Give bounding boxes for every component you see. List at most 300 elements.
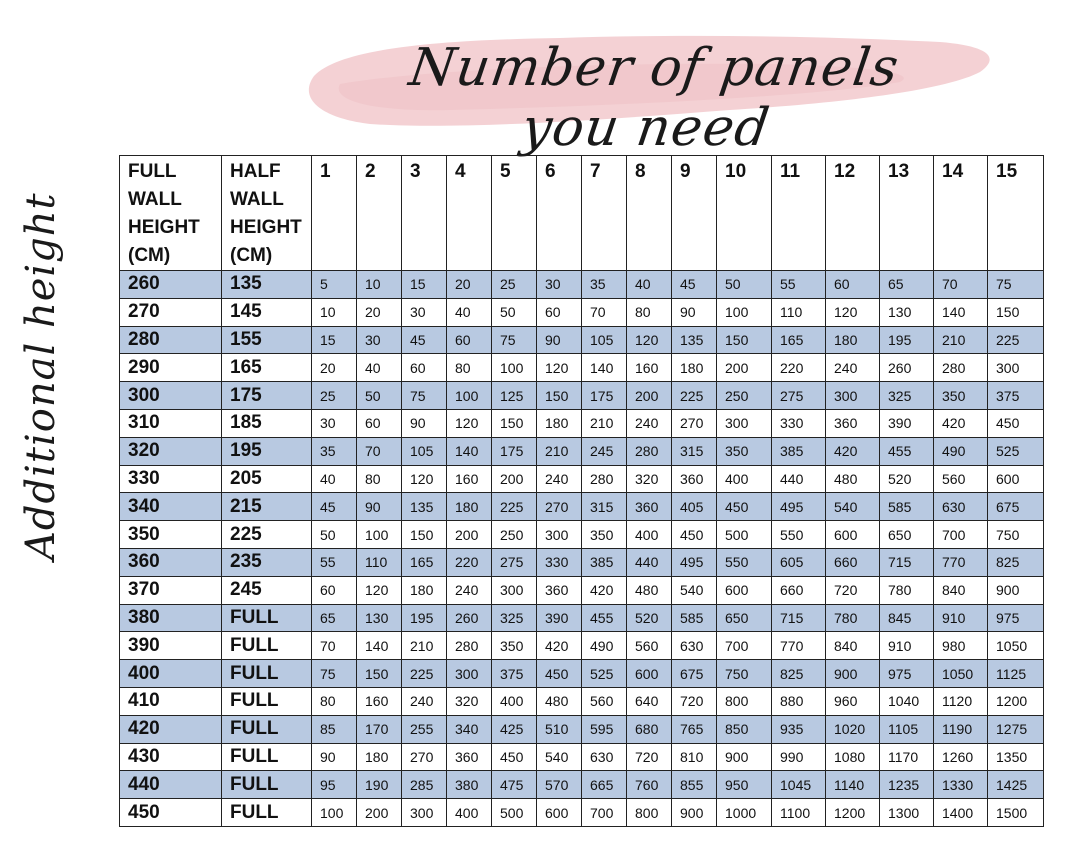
table-row	[120, 576, 1044, 604]
additional-height-cell: 250	[717, 382, 772, 410]
additional-height-cell: 585	[880, 493, 934, 521]
additional-height-cell: 35	[312, 437, 357, 465]
additional-height-cell: 1170	[880, 743, 934, 771]
full-wall-height-cell: 410	[120, 687, 222, 715]
additional-height-cell: 600	[988, 465, 1044, 493]
additional-height-cell: 280	[934, 354, 988, 382]
additional-height-cell: 550	[772, 521, 826, 549]
additional-height-cell: 570	[537, 771, 582, 799]
additional-height-cell: 1350	[988, 743, 1044, 771]
additional-height-cell: 285	[402, 771, 447, 799]
header-panels-11: 11	[772, 156, 826, 271]
additional-height-cell: 255	[402, 715, 447, 743]
additional-height-cell: 10	[312, 298, 357, 326]
table-row	[120, 715, 1044, 743]
additional-height-cell: 560	[934, 465, 988, 493]
additional-height-cell: 520	[880, 465, 934, 493]
additional-height-cell: 90	[312, 743, 357, 771]
additional-height-cell: 595	[582, 715, 627, 743]
additional-height-cell: 175	[582, 382, 627, 410]
additional-height-cell: 25	[492, 271, 537, 299]
additional-height-cell: 180	[447, 493, 492, 521]
header-panels-15: 15	[988, 156, 1044, 271]
additional-height-cell: 30	[312, 409, 357, 437]
additional-height-cell: 480	[826, 465, 880, 493]
additional-height-cell: 40	[627, 271, 672, 299]
additional-height-cell: 325	[880, 382, 934, 410]
full-wall-height-cell: 380	[120, 604, 222, 632]
additional-height-cell: 480	[537, 687, 582, 715]
additional-height-cell: 80	[627, 298, 672, 326]
additional-height-cell: 15	[402, 271, 447, 299]
additional-height-cell: 420	[826, 437, 880, 465]
additional-height-cell: 510	[537, 715, 582, 743]
additional-height-cell: 130	[357, 604, 402, 632]
table-row	[120, 743, 1044, 771]
additional-height-cell: 105	[402, 437, 447, 465]
additional-height-cell: 420	[934, 409, 988, 437]
additional-height-cell: 450	[988, 409, 1044, 437]
additional-height-cell: 900	[717, 743, 772, 771]
additional-height-cell: 180	[357, 743, 402, 771]
additional-height-cell: 45	[312, 493, 357, 521]
additional-height-cell: 100	[717, 298, 772, 326]
header-panels-9: 9	[672, 156, 717, 271]
additional-height-cell: 150	[537, 382, 582, 410]
table-row	[120, 632, 1044, 660]
additional-height-cell: 1425	[988, 771, 1044, 799]
additional-height-cell: 100	[492, 354, 537, 382]
additional-height-cell: 600	[537, 799, 582, 827]
additional-height-cell: 360	[537, 576, 582, 604]
additional-height-cell: 280	[582, 465, 627, 493]
additional-height-cell: 70	[357, 437, 402, 465]
additional-height-cell: 150	[988, 298, 1044, 326]
additional-height-cell: 1100	[772, 799, 826, 827]
header-panels-8: 8	[627, 156, 672, 271]
additional-height-cell: 60	[357, 409, 402, 437]
additional-height-cell: 500	[717, 521, 772, 549]
additional-height-cell: 140	[447, 437, 492, 465]
additional-height-cell: 125	[492, 382, 537, 410]
additional-height-cell: 75	[402, 382, 447, 410]
additional-height-cell: 800	[717, 687, 772, 715]
additional-height-cell: 490	[582, 632, 627, 660]
additional-height-cell: 560	[582, 687, 627, 715]
additional-height-cell: 525	[988, 437, 1044, 465]
additional-height-cell: 405	[672, 493, 717, 521]
additional-height-cell: 675	[988, 493, 1044, 521]
header-half-wall-height: HALF WALL HEIGHT (CM)	[222, 156, 312, 271]
additional-height-cell: 180	[826, 326, 880, 354]
header-panels-13: 13	[880, 156, 934, 271]
additional-height-cell: 75	[312, 660, 357, 688]
additional-height-cell: 525	[582, 660, 627, 688]
additional-height-cell: 975	[988, 604, 1044, 632]
additional-height-cell: 1300	[880, 799, 934, 827]
additional-height-cell: 720	[672, 687, 717, 715]
header-panels-12: 12	[826, 156, 880, 271]
additional-height-cell: 160	[357, 687, 402, 715]
additional-height-cell: 210	[582, 409, 627, 437]
additional-height-cell: 700	[582, 799, 627, 827]
additional-height-cell: 600	[627, 660, 672, 688]
additional-height-cell: 105	[582, 326, 627, 354]
additional-height-cell: 30	[537, 271, 582, 299]
additional-height-cell: 50	[312, 521, 357, 549]
additional-height-cell: 750	[717, 660, 772, 688]
additional-height-cell: 165	[402, 548, 447, 576]
additional-height-cell: 630	[672, 632, 717, 660]
additional-height-cell: 70	[312, 632, 357, 660]
additional-height-cell: 550	[717, 548, 772, 576]
additional-height-cell: 1040	[880, 687, 934, 715]
additional-height-cell: 780	[880, 576, 934, 604]
additional-height-cell: 350	[717, 437, 772, 465]
additional-height-cell: 120	[627, 326, 672, 354]
table-row	[120, 604, 1044, 632]
additional-height-cell: 340	[447, 715, 492, 743]
panel-table-container	[119, 155, 1044, 827]
additional-height-cell: 540	[537, 743, 582, 771]
additional-height-cell: 850	[717, 715, 772, 743]
additional-height-cell: 15	[312, 326, 357, 354]
additional-height-cell: 120	[447, 409, 492, 437]
additional-height-cell: 1400	[934, 799, 988, 827]
additional-height-cell: 225	[672, 382, 717, 410]
additional-height-cell: 20	[357, 298, 402, 326]
additional-height-cell: 200	[357, 799, 402, 827]
additional-height-cell: 900	[826, 660, 880, 688]
additional-height-cell: 1140	[826, 771, 880, 799]
additional-height-cell: 350	[582, 521, 627, 549]
additional-height-cell: 390	[880, 409, 934, 437]
additional-height-cell: 1200	[826, 799, 880, 827]
additional-height-cell: 1200	[988, 687, 1044, 715]
additional-height-cell: 150	[402, 521, 447, 549]
additional-height-cell: 90	[672, 298, 717, 326]
additional-height-cell: 300	[826, 382, 880, 410]
additional-height-cell: 40	[357, 354, 402, 382]
page-title: Number of panels you need	[405, 38, 903, 158]
additional-height-cell: 1330	[934, 771, 988, 799]
additional-height-cell: 85	[312, 715, 357, 743]
additional-height-cell: 400	[492, 687, 537, 715]
additional-height-cell: 250	[492, 521, 537, 549]
table-row	[120, 271, 1044, 299]
additional-height-cell: 120	[357, 576, 402, 604]
additional-height-cell: 950	[717, 771, 772, 799]
additional-height-cell: 475	[492, 771, 537, 799]
additional-height-cell: 900	[988, 576, 1044, 604]
additional-height-cell: 360	[447, 743, 492, 771]
table-row	[120, 548, 1044, 576]
additional-height-cell: 450	[672, 521, 717, 549]
additional-height-cell: 420	[582, 576, 627, 604]
additional-height-cell: 720	[826, 576, 880, 604]
table-row	[120, 382, 1044, 410]
additional-height-cell: 195	[402, 604, 447, 632]
additional-height-cell: 330	[537, 548, 582, 576]
additional-height-cell: 165	[772, 326, 826, 354]
additional-height-cell: 700	[934, 521, 988, 549]
header-panels-4: 4	[447, 156, 492, 271]
additional-height-cell: 630	[582, 743, 627, 771]
additional-height-cell: 1275	[988, 715, 1044, 743]
full-wall-height-cell: 370	[120, 576, 222, 604]
half-wall-height-cell: FULL	[222, 632, 312, 660]
additional-height-cell: 80	[447, 354, 492, 382]
additional-height-cell: 60	[826, 271, 880, 299]
additional-height-cell: 50	[492, 298, 537, 326]
additional-height-cell: 300	[447, 660, 492, 688]
additional-height-cell: 800	[627, 799, 672, 827]
additional-height-cell: 440	[627, 548, 672, 576]
additional-height-cell: 240	[537, 465, 582, 493]
additional-height-cell: 750	[988, 521, 1044, 549]
additional-height-cell: 1000	[717, 799, 772, 827]
additional-height-cell: 35	[582, 271, 627, 299]
additional-height-cell: 640	[627, 687, 672, 715]
table-row	[120, 409, 1044, 437]
additional-height-cell: 140	[582, 354, 627, 382]
additional-height-cell: 495	[772, 493, 826, 521]
additional-height-cell: 75	[988, 271, 1044, 299]
header-panels-1: 1	[312, 156, 357, 271]
additional-height-cell: 135	[402, 493, 447, 521]
additional-height-cell: 200	[627, 382, 672, 410]
additional-height-cell: 200	[447, 521, 492, 549]
full-wall-height-cell: 260	[120, 271, 222, 299]
additional-height-cell: 845	[880, 604, 934, 632]
half-wall-height-cell: 145	[222, 298, 312, 326]
table-row	[120, 298, 1044, 326]
additional-height-cell: 75	[492, 326, 537, 354]
additional-height-cell: 450	[717, 493, 772, 521]
half-wall-height-cell: FULL	[222, 715, 312, 743]
header-panels-10: 10	[717, 156, 772, 271]
full-wall-height-cell: 430	[120, 743, 222, 771]
additional-height-cell: 45	[672, 271, 717, 299]
additional-height-cell: 330	[772, 409, 826, 437]
additional-height-cell: 210	[402, 632, 447, 660]
additional-height-cell: 50	[717, 271, 772, 299]
additional-height-cell: 975	[880, 660, 934, 688]
additional-height-cell: 1050	[988, 632, 1044, 660]
additional-height-cell: 300	[537, 521, 582, 549]
additional-height-cell: 630	[934, 493, 988, 521]
additional-height-cell: 450	[537, 660, 582, 688]
full-wall-height-cell: 330	[120, 465, 222, 493]
additional-height-cell: 270	[402, 743, 447, 771]
additional-height-cell: 180	[672, 354, 717, 382]
additional-height-cell: 935	[772, 715, 826, 743]
additional-height-cell: 320	[447, 687, 492, 715]
additional-height-cell: 30	[357, 326, 402, 354]
additional-height-cell: 80	[357, 465, 402, 493]
full-wall-height-cell: 290	[120, 354, 222, 382]
additional-height-cell: 1125	[988, 660, 1044, 688]
additional-height-cell: 770	[934, 548, 988, 576]
additional-height-cell: 540	[672, 576, 717, 604]
header-panels-14: 14	[934, 156, 988, 271]
header-panels-7: 7	[582, 156, 627, 271]
table-row	[120, 354, 1044, 382]
additional-height-cell: 240	[447, 576, 492, 604]
additional-height-cell: 400	[717, 465, 772, 493]
table-row	[120, 687, 1044, 715]
additional-height-cell: 900	[672, 799, 717, 827]
additional-height-cell: 260	[447, 604, 492, 632]
additional-height-cell: 720	[627, 743, 672, 771]
additional-height-cell: 300	[717, 409, 772, 437]
additional-height-cell: 210	[934, 326, 988, 354]
table-row	[120, 771, 1044, 799]
additional-height-cell: 60	[537, 298, 582, 326]
additional-height-cell: 495	[672, 548, 717, 576]
additional-height-cell: 825	[772, 660, 826, 688]
half-wall-height-cell: 165	[222, 354, 312, 382]
additional-height-cell: 55	[312, 548, 357, 576]
additional-height-cell: 1045	[772, 771, 826, 799]
additional-height-cell: 160	[627, 354, 672, 382]
additional-height-cell: 315	[672, 437, 717, 465]
additional-height-cell: 1105	[880, 715, 934, 743]
half-wall-height-cell: 235	[222, 548, 312, 576]
additional-height-cell: 680	[627, 715, 672, 743]
additional-height-cell: 840	[934, 576, 988, 604]
half-wall-height-cell: 215	[222, 493, 312, 521]
additional-height-cell: 120	[537, 354, 582, 382]
additional-height-cell: 170	[357, 715, 402, 743]
half-wall-height-cell: FULL	[222, 660, 312, 688]
additional-height-cell: 440	[772, 465, 826, 493]
additional-height-cell: 240	[627, 409, 672, 437]
additional-height-cell: 110	[772, 298, 826, 326]
header-full-wall-height: FULL WALL HEIGHT (CM)	[120, 156, 222, 271]
additional-height-cell: 600	[826, 521, 880, 549]
additional-height-cell: 275	[772, 382, 826, 410]
additional-height-cell: 210	[537, 437, 582, 465]
additional-height-cell: 770	[772, 632, 826, 660]
additional-height-cell: 55	[772, 271, 826, 299]
additional-height-cell: 150	[717, 326, 772, 354]
additional-height-cell: 360	[826, 409, 880, 437]
additional-height-cell: 180	[537, 409, 582, 437]
additional-height-cell: 30	[402, 298, 447, 326]
additional-height-cell: 320	[627, 465, 672, 493]
additional-height-cell: 1500	[988, 799, 1044, 827]
additional-height-cell: 605	[772, 548, 826, 576]
full-wall-height-cell: 270	[120, 298, 222, 326]
additional-height-cell: 95	[312, 771, 357, 799]
additional-height-cell: 275	[492, 548, 537, 576]
additional-height-cell: 240	[826, 354, 880, 382]
additional-height-cell: 455	[880, 437, 934, 465]
table-row	[120, 660, 1044, 688]
full-wall-height-cell: 280	[120, 326, 222, 354]
additional-height-cell: 190	[357, 771, 402, 799]
additional-height-cell: 150	[492, 409, 537, 437]
additional-height-cell: 400	[627, 521, 672, 549]
header-panels-6: 6	[537, 156, 582, 271]
additional-height-cell: 450	[492, 743, 537, 771]
additional-height-cell: 280	[627, 437, 672, 465]
full-wall-height-cell: 310	[120, 409, 222, 437]
side-label-additional-height: Additional height	[18, 192, 64, 560]
full-wall-height-cell: 390	[120, 632, 222, 660]
additional-height-cell: 120	[826, 298, 880, 326]
additional-height-cell: 140	[934, 298, 988, 326]
additional-height-cell: 700	[717, 632, 772, 660]
additional-height-cell: 1190	[934, 715, 988, 743]
additional-height-cell: 100	[312, 799, 357, 827]
additional-height-cell: 585	[672, 604, 717, 632]
header-panels-3: 3	[402, 156, 447, 271]
full-wall-height-cell: 440	[120, 771, 222, 799]
additional-height-cell: 110	[357, 548, 402, 576]
additional-height-cell: 40	[447, 298, 492, 326]
full-wall-height-cell: 350	[120, 521, 222, 549]
additional-height-cell: 150	[357, 660, 402, 688]
additional-height-cell: 45	[402, 326, 447, 354]
additional-height-cell: 490	[934, 437, 988, 465]
additional-height-cell: 350	[492, 632, 537, 660]
additional-height-cell: 140	[357, 632, 402, 660]
header-row	[120, 156, 1044, 271]
additional-height-cell: 360	[672, 465, 717, 493]
additional-height-cell: 160	[447, 465, 492, 493]
half-wall-height-cell: 205	[222, 465, 312, 493]
additional-height-cell: 360	[627, 493, 672, 521]
half-wall-height-cell: 225	[222, 521, 312, 549]
full-wall-height-cell: 340	[120, 493, 222, 521]
full-wall-height-cell: 400	[120, 660, 222, 688]
additional-height-cell: 175	[492, 437, 537, 465]
additional-height-cell: 1120	[934, 687, 988, 715]
half-wall-height-cell: FULL	[222, 771, 312, 799]
additional-height-cell: 560	[627, 632, 672, 660]
title-banner	[300, 18, 1000, 158]
full-wall-height-cell: 450	[120, 799, 222, 827]
additional-height-cell: 880	[772, 687, 826, 715]
additional-height-cell: 840	[826, 632, 880, 660]
additional-height-cell: 650	[880, 521, 934, 549]
half-wall-height-cell: 185	[222, 409, 312, 437]
additional-height-cell: 245	[582, 437, 627, 465]
additional-height-cell: 660	[826, 548, 880, 576]
half-wall-height-cell: FULL	[222, 743, 312, 771]
half-wall-height-cell: 175	[222, 382, 312, 410]
additional-height-cell: 200	[717, 354, 772, 382]
additional-height-cell: 280	[447, 632, 492, 660]
half-wall-height-cell: 155	[222, 326, 312, 354]
additional-height-cell: 480	[627, 576, 672, 604]
additional-height-cell: 520	[627, 604, 672, 632]
additional-height-cell: 100	[357, 521, 402, 549]
additional-height-cell: 60	[447, 326, 492, 354]
additional-height-cell: 20	[447, 271, 492, 299]
additional-height-cell: 390	[537, 604, 582, 632]
additional-height-cell: 760	[627, 771, 672, 799]
panel-table	[119, 155, 1044, 827]
additional-height-cell: 90	[537, 326, 582, 354]
additional-height-cell: 10	[357, 271, 402, 299]
additional-height-cell: 665	[582, 771, 627, 799]
additional-height-cell: 135	[672, 326, 717, 354]
additional-height-cell: 100	[447, 382, 492, 410]
additional-height-cell: 270	[672, 409, 717, 437]
